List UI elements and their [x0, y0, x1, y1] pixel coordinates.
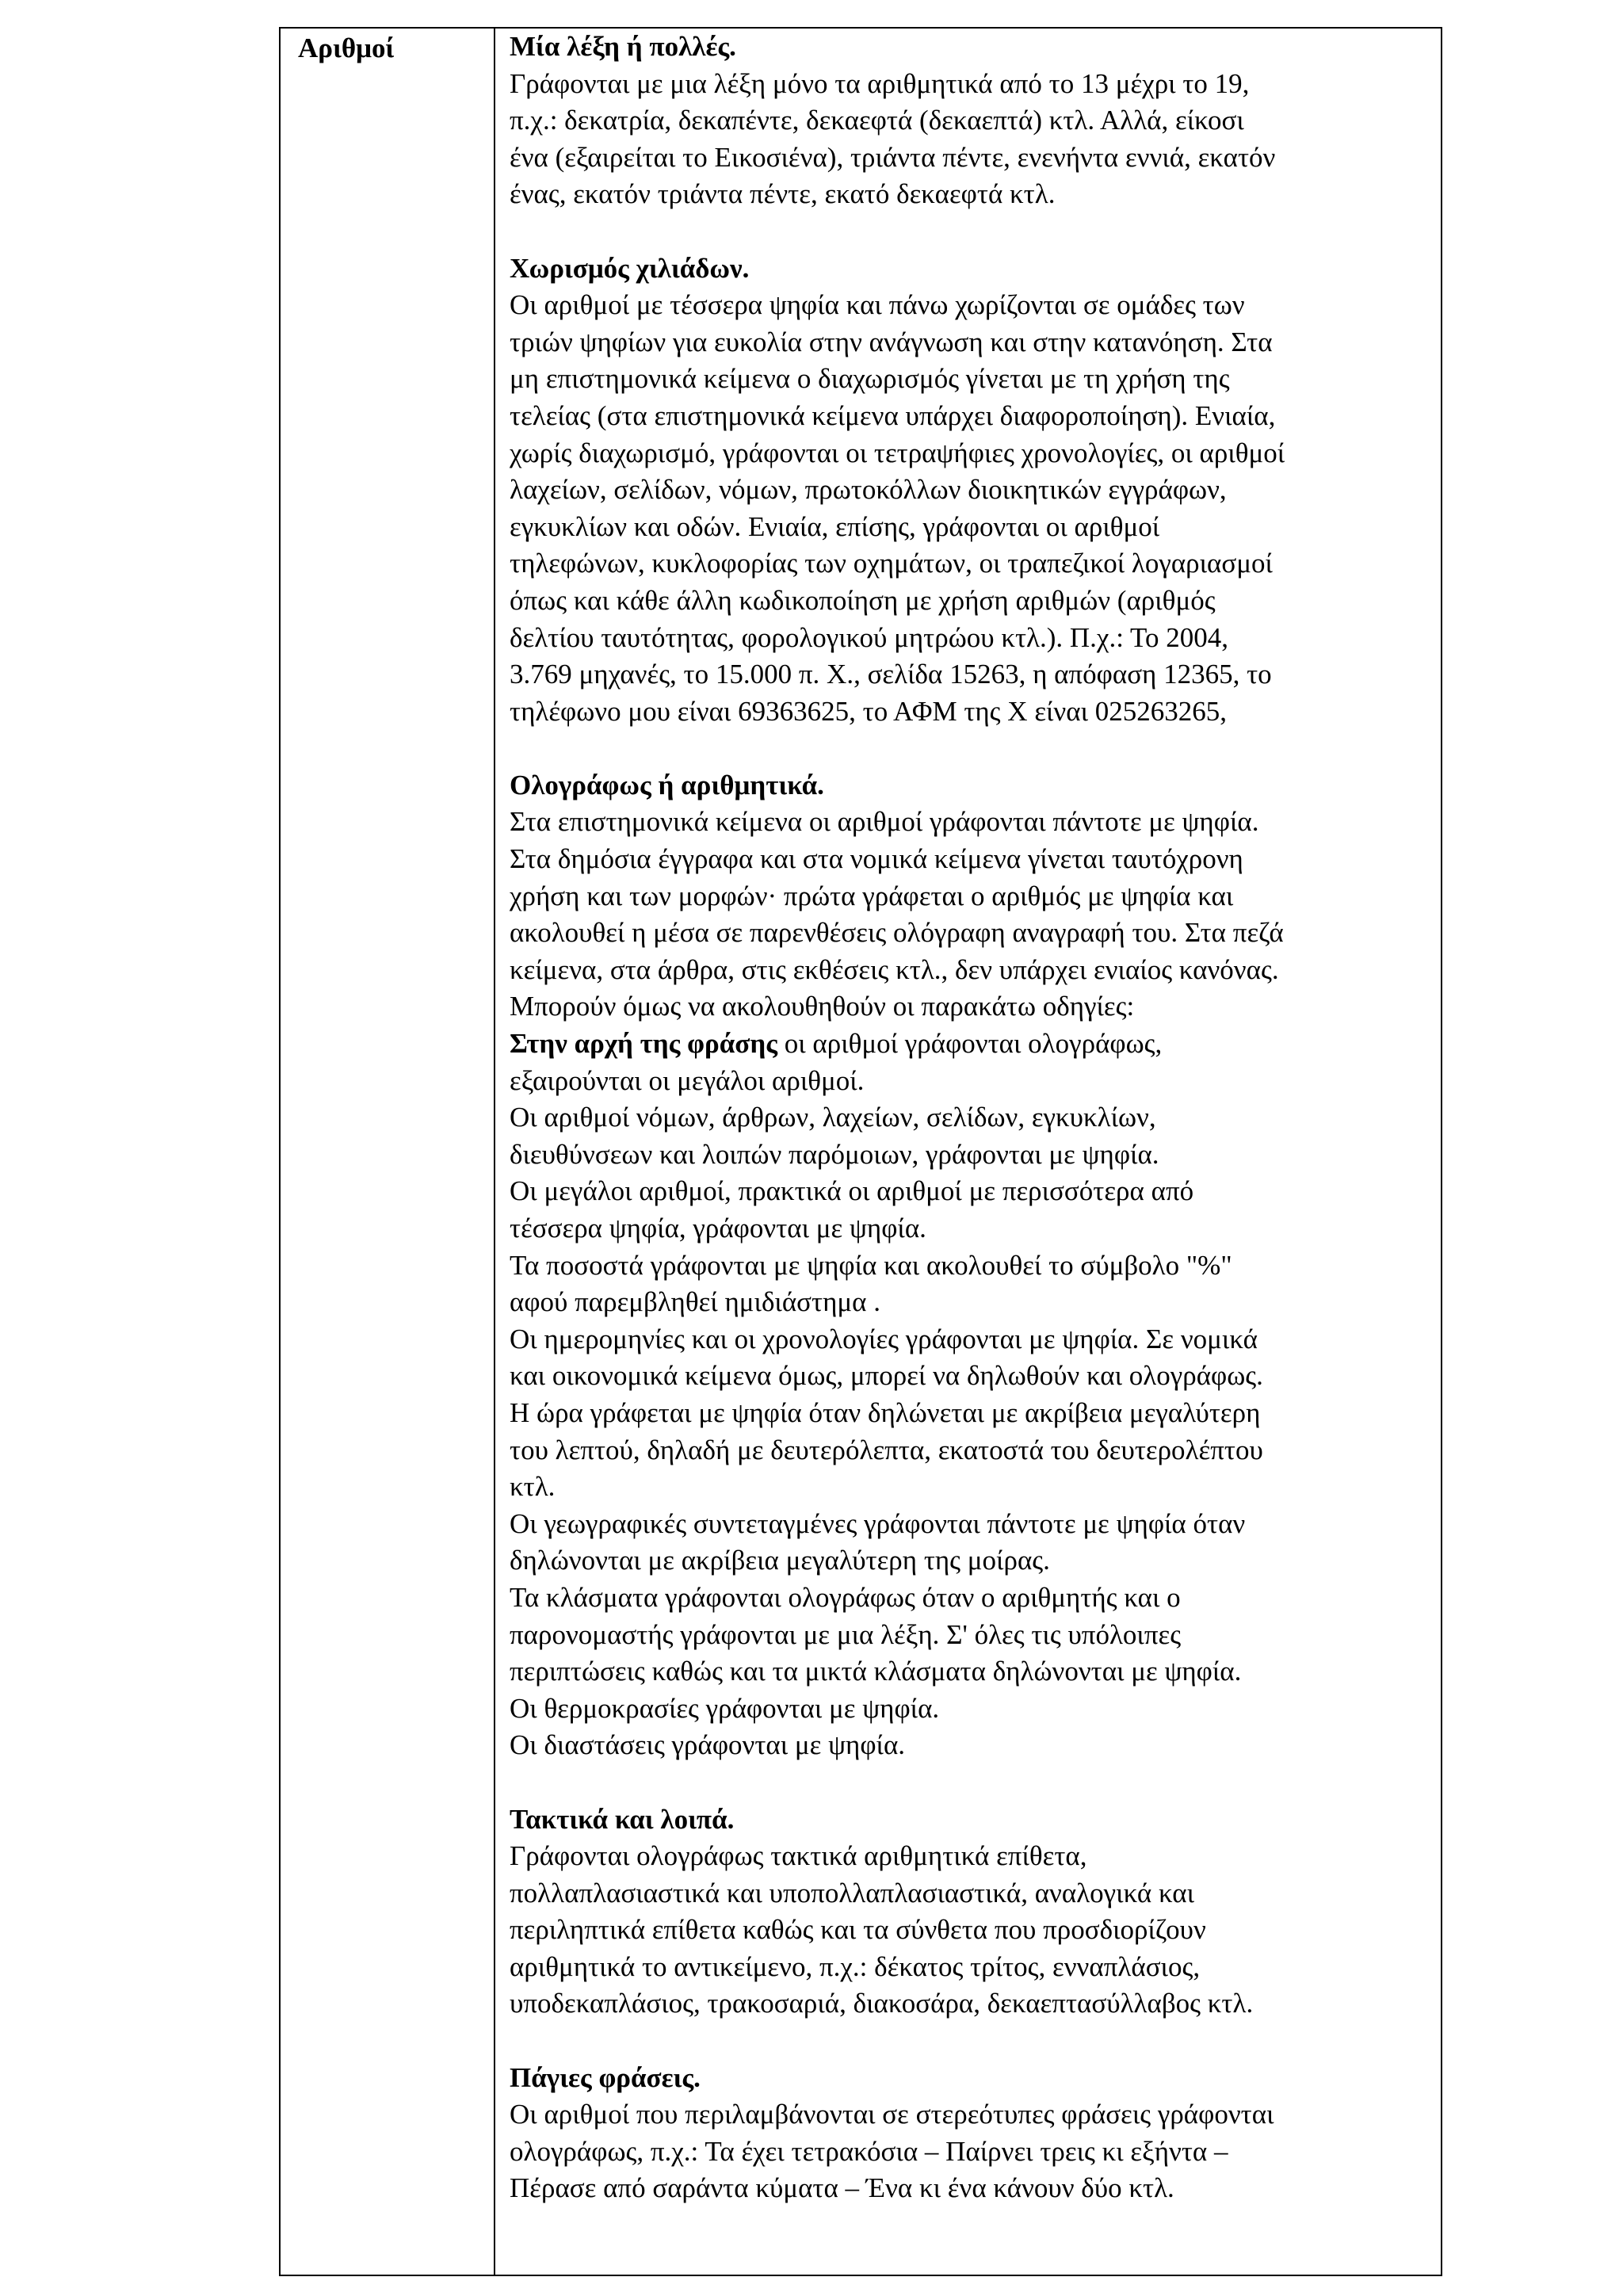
text-line: διευθύνσεων και λοιπών παρόμοιων, γράφονται με ψηφία.: [510, 1138, 1159, 1170]
text-line: Οι θερμοκρασίες γράφονται με ψηφία.: [510, 1692, 940, 1724]
text-line: Στα επιστημονικά κείμενα οι αριθμοί γράφονται πάντοτε με ψηφία.: [510, 806, 1259, 838]
section-title: Πάγιες φράσεις.: [510, 2061, 701, 2093]
text-line: Πέρασε από σαράντα κύματα – Ένα κι ένα κάνουν δύο κτλ.: [510, 2172, 1174, 2204]
text-line: λαχείων, σελίδων, νόμων, πρωτοκόλλων διοικητικών εγγράφων,: [510, 474, 1227, 506]
text-line: ακολουθεί η μέσα σε παρενθέσεις ολόγραφη αναγραφή του. Στα πεζά: [510, 917, 1284, 949]
section-words-or-digits: [510, 767, 1430, 1764]
text-line: Οι διαστάσεις γράφονται με ψηφία.: [510, 1729, 906, 1761]
text-line: Τα κλάσματα γράφονται ολογράφως όταν ο αριθμητής και ο: [510, 1581, 1181, 1613]
text-line: υποδεκαπλάσιος, τρακοσαριά, διακοσάρα, δεκαεπτασύλλαβος κτλ.: [510, 1988, 1254, 2019]
rules-table: [279, 27, 1442, 2276]
bold-phrase: Στην αρχή της φράσης: [510, 1028, 777, 1060]
section-ordinals-and-others: [510, 1801, 1430, 2023]
text-line: αφού παρεμβληθεί ημιδιάστημα .: [510, 1286, 881, 1318]
text-line: όπως και κάθε άλλη κωδικοποίηση με χρήση αριθμών (αριθμός: [510, 584, 1216, 616]
section-title: Χωρισμός χιλιάδων.: [510, 252, 750, 284]
text-line: τέσσερα ψηφία, γράφονται με ψηφία.: [510, 1213, 926, 1244]
content-cell: [495, 29, 1441, 2275]
text-line: εξαιρούνται οι μεγάλοι αριθμοί.: [510, 1064, 865, 1096]
text-line: περιπτώσεις καθώς και τα μικτά κλάσματα δηλώνονται με ψηφία.: [510, 1656, 1242, 1687]
text-line: τηλέφωνο μου είναι 69363625, το ΑΦΜ της Χ είναι 025263265,: [510, 695, 1228, 727]
section-thousands-separator: [510, 250, 1430, 731]
phrase-rest: οι αριθμοί γράφονται ολογράφως,: [777, 1028, 1163, 1060]
text-line: και οικονομικά κείμενα όμως, μπορεί να δηλωθούν και ολογράφως.: [510, 1360, 1263, 1392]
text-line-mixed: [510, 1026, 1430, 1063]
section-title: Τακτικά και λοιπά.: [510, 1803, 735, 1835]
section-one-or-many-words: [510, 29, 1430, 213]
text-line: ολογράφως, π.χ.: Τα έχει τετρακόσια – Παίρνει τρεις κι εξήντα –: [510, 2135, 1228, 2167]
text-line: δελτίου ταυτότητας, φορολογικού μητρώου κτλ.). Π.χ.: Το 2004,: [510, 621, 1229, 653]
text-line: κτλ.: [510, 1471, 556, 1503]
text-line: τηλεφώνων, κυκλοφορίας των οχημάτων, οι τραπεζικοί λογαριασμοί: [510, 548, 1273, 579]
text-line: εγκυκλίων και οδών. Ενιαία, επίσης, γράφονται οι αριθμοί: [510, 510, 1160, 542]
text-line: Γράφονται με μια λέξη μόνο τα αριθμητικά από το 13 μέχρι το 19,: [510, 67, 1250, 99]
section-title: Ολογράφως ή αριθμητικά.: [510, 769, 824, 800]
text-line: ένα (εξαιρείται το Εικοσιένα), τριάντα πέντε, ενενήντα εννιά, εκατόν: [510, 141, 1276, 173]
section-title: Μία λέξη ή πολλές.: [510, 31, 736, 62]
text-line: Οι ημερομηνίες και οι χρονολογίες γράφονται με ψηφία. Σε νομικά: [510, 1323, 1258, 1354]
text-line: χωρίς διαχωρισμό, γράφονται οι τετραψήφιες χρονολογίες, οι αριθμοί: [510, 437, 1285, 468]
text-line: του λεπτού, δηλαδή με δευτερόλεπτα, εκατοστά του δευτερολέπτου: [510, 1434, 1263, 1465]
text-line: Η ώρα γράφεται με ψηφία όταν δηλώνεται με ακρίβεια μεγαλύτερη: [510, 1396, 1261, 1428]
text-line: δηλώνονται με ακρίβεια μεγαλύτερη της μοίρας.: [510, 1545, 1050, 1576]
text-line: Οι αριθμοί νόμων, άρθρων, λαχείων, σελίδων, εγκυκλίων,: [510, 1102, 1156, 1133]
text-line: π.χ.: δεκατρία, δεκαπέντε, δεκαεφτά (δεκαεπτά) κτλ. Αλλά, είκοσι: [510, 105, 1244, 136]
text-line: περιληπτικά επίθετα καθώς και τα σύνθετα που προσδιορίζουν: [510, 1914, 1206, 1946]
text-line: παρονομαστής γράφονται με μια λέξη. Σ' όλες τις υπόλοιπες: [510, 1618, 1182, 1650]
text-line: Οι αριθμοί που περιλαμβάνονται σε στερεότυπες φράσεις γράφονται: [510, 2099, 1274, 2130]
text-line: αριθμητικά το αντικείμενο, π.χ.: δέκατος τρίτος, ενναπλάσιος,: [510, 1950, 1201, 1982]
text-line: Γράφονται ολογράφως τακτικά αριθμητικά επίθετα,: [510, 1840, 1087, 1872]
text-line: Οι γεωγραφικές συντεταγμένες γράφονται πάντοτε με ψηφία όταν: [510, 1507, 1246, 1539]
text-line: μη επιστημονικά κείμενα ο διαχωρισμός γίνεται με τη χρήση της: [510, 363, 1230, 395]
text-line: τελείας (στα επιστημονικά κείμενα υπάρχει διαφοροποίηση). Ενιαία,: [510, 399, 1276, 431]
text-line: πολλαπλασιαστικά και υποπολλαπλασιαστικά, αναλογικά και: [510, 1877, 1195, 1908]
text-line: Οι μεγάλοι αριθμοί, πρακτικά οι αριθμοί με περισσότερα από: [510, 1175, 1194, 1207]
row-label: Αριθμοί: [298, 32, 395, 63]
text-line: κείμενα, στα άρθρα, στις εκθέσεις κτλ., δεν υπάρχει ενιαίος κανόνας.: [510, 953, 1279, 985]
text-line: 3.769 μηχανές, το 15.000 π. Χ., σελίδα 15263, η απόφαση 12365, το: [510, 659, 1272, 690]
text-line: Μπορούν όμως να ακολουθηθούν οι παρακάτω οδηγίες:: [510, 991, 1135, 1022]
section-fixed-phrases: [510, 2060, 1430, 2207]
text-line: Στα δημόσια έγγραφα και στα νομικά κείμενα γίνεται ταυτόχρονη: [510, 843, 1243, 875]
text-line: ένας, εκατόν τριάντα πέντε, εκατό δεκαεφτά κτλ.: [510, 178, 1056, 210]
label-cell: [281, 29, 495, 2275]
text-line: χρήση και των μορφών· πρώτα γράφεται ο αριθμός με ψηφία και: [510, 880, 1234, 911]
text-line: Τα ποσοστά γράφονται με ψηφία και ακολουθεί το σύμβολο "%": [510, 1249, 1232, 1281]
text-line: τριών ψηφίων για ευκολία στην ανάγνωση και στην κατανόηση. Στα: [510, 326, 1273, 357]
text-line: Οι αριθμοί με τέσσερα ψηφία και πάνω χωρίζονται σε ομάδες των: [510, 289, 1245, 321]
